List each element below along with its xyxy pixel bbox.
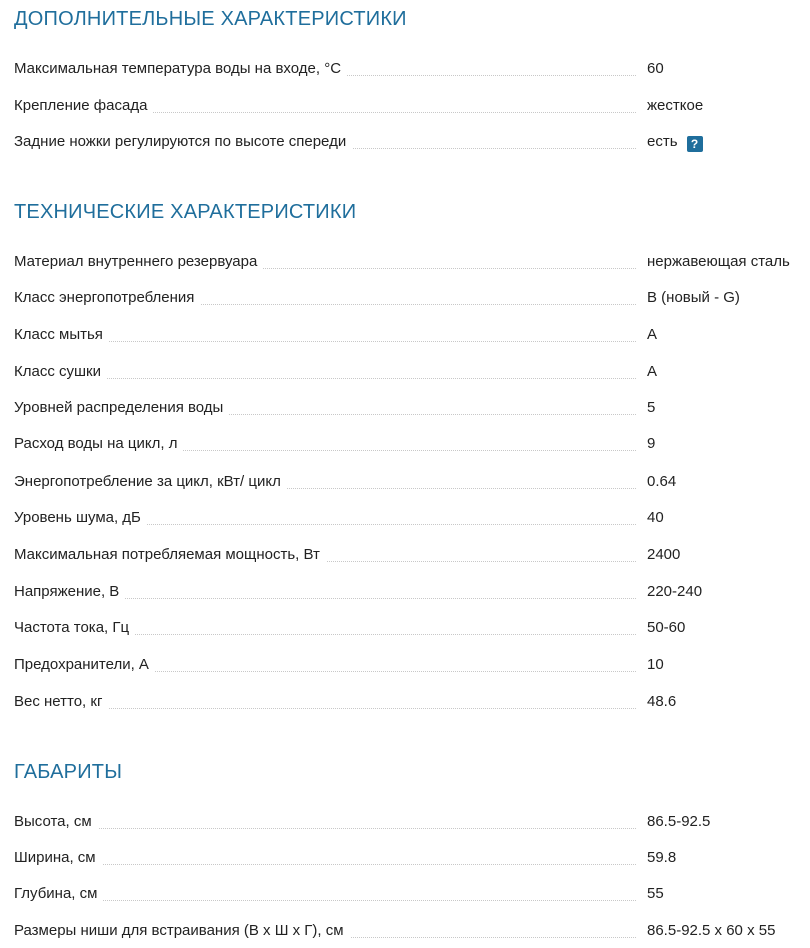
spec-label: Напряжение, В: [14, 582, 125, 602]
spec-label: Задние ножки регулируются по высоте спереди: [14, 132, 352, 152]
spec-label: Материал внутреннего резервуара: [14, 252, 263, 272]
spec-label: Размеры ниши для встраивания (В х Ш х Г), см: [14, 921, 350, 941]
spec-label: Высота, см: [14, 812, 98, 832]
spec-label: Ширина, см: [14, 848, 102, 868]
dotted-leader: [14, 864, 636, 865]
section-title-additional: ДОПОЛНИТЕЛЬНЫЕ ХАРАКТЕРИСТИКИ: [14, 8, 407, 30]
spec-row: [0, 398, 810, 420]
spec-row: [0, 884, 810, 906]
spec-label: Максимальная потребляемая мощность, Вт: [14, 545, 326, 565]
section-title-dimensions: ГАБАРИТЫ: [14, 761, 123, 783]
spec-row: [0, 655, 810, 677]
spec-label: Предохранители, А: [14, 655, 155, 675]
spec-value: 40: [647, 509, 664, 526]
spec-row: [0, 252, 810, 274]
spec-label: Частота тока, Гц: [14, 618, 135, 638]
dotted-leader: [14, 828, 636, 829]
spec-value: 50-60: [647, 619, 686, 636]
spec-value: 86.5-92.5 x 60 x 55: [647, 922, 776, 939]
spec-label: Класс энергопотребления: [14, 288, 200, 308]
spec-value: нержавеющая сталь: [647, 253, 790, 270]
spec-value: A: [647, 363, 658, 380]
spec-row: [0, 848, 810, 870]
spec-value: 59.8: [647, 849, 677, 866]
spec-value: 5: [647, 399, 656, 416]
spec-label: Вес нетто, кг: [14, 692, 108, 712]
help-icon[interactable]: ?: [687, 136, 703, 152]
spec-label: Крепление фасада: [14, 96, 153, 116]
spec-label: Класс сушки: [14, 362, 107, 382]
spec-label: Глубина, см: [14, 884, 103, 904]
spec-label: Уровень шума, дБ: [14, 508, 147, 528]
spec-value: 86.5-92.5: [647, 813, 711, 830]
spec-label: Уровней распределения воды: [14, 398, 229, 418]
spec-row: [0, 362, 810, 384]
spec-value: 48.6: [647, 693, 677, 710]
spec-row: [0, 288, 810, 310]
spec-value: жесткое: [647, 97, 704, 114]
spec-row: [0, 545, 810, 567]
spec-row: [0, 812, 810, 834]
spec-label: Энергопотребление за цикл, кВт/ цикл: [14, 472, 287, 492]
spec-value: 2400: [647, 546, 681, 563]
spec-label: Класс мытья: [14, 325, 109, 345]
spec-row: [0, 508, 810, 530]
spec-row: [0, 921, 810, 943]
spec-label: Расход воды на цикл, л: [14, 434, 183, 454]
spec-value: 55: [647, 885, 664, 902]
spec-row: [0, 132, 810, 154]
spec-row: [0, 325, 810, 347]
dotted-leader: [14, 378, 636, 379]
spec-value: 220-240: [647, 583, 703, 600]
spec-label: Максимальная температура воды на входе, °C: [14, 59, 347, 79]
spec-value: 0.64: [647, 473, 677, 490]
spec-row: [0, 582, 810, 604]
dotted-leader: [14, 900, 636, 901]
spec-row: [0, 472, 810, 494]
spec-value-with-help: [647, 132, 703, 152]
section-title-technical: ТЕХНИЧЕСКИЕ ХАРАКТЕРИСТИКИ: [14, 201, 357, 223]
spec-value: 10: [647, 656, 664, 673]
spec-value: 60: [647, 60, 664, 77]
spec-value: B (новый - G): [647, 289, 740, 306]
spec-value: есть: [647, 133, 678, 150]
spec-row: [0, 96, 810, 118]
spec-value: 9: [647, 435, 656, 452]
spec-row: [0, 692, 810, 714]
spec-row: [0, 59, 810, 81]
spec-row: [0, 434, 810, 456]
spec-value: A: [647, 326, 658, 343]
spec-row: [0, 618, 810, 640]
